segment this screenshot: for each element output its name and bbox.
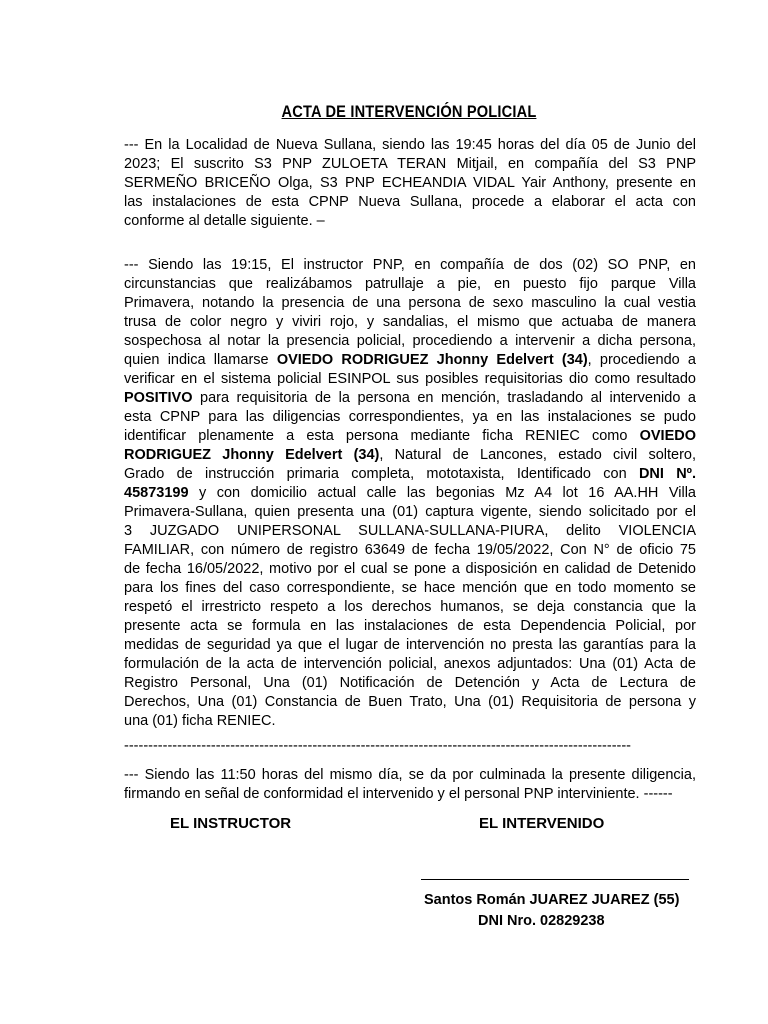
text-segment: respetó el irrestricto respeto a los derechos humanos, se deja constancia que la [124,599,696,615]
text-segment: y con domicilio actual calle las begonias Mz A4 lot 16 AA.HH Villa [188,485,696,501]
paragraph-line: conforme al detalle siguiente. – [124,213,325,229]
text-segment: FAMILIAR, con número de registro 63649 de fecha 19/05/2022, Con N° de oficio 75 [124,542,696,558]
text-segment: esta CPNP para las diligencias correspondientes, ya en las instalaciones se pudo [124,409,696,425]
bold-text: RODRIGUEZ Jhonny Edelvert (34) [124,447,380,463]
paragraph-line [124,370,696,389]
bold-text: OVIEDO [639,428,696,444]
paragraph-line [124,446,696,465]
bold-text: OVIEDO RODRIGUEZ Jhonny Edelvert (34) [276,352,588,368]
text-segment: , Natural de Lancones, estado civil soltero, [379,447,696,463]
text-segment: presente acta se formula en las instalaciones de esta Dependencia Policial, por [124,618,696,634]
paragraph-line [124,313,696,332]
paragraph-line [124,503,696,522]
intervenido-label: EL INTERVENIDO [479,815,605,832]
bold-text: POSITIVO [124,390,193,406]
text-segment: medidas de seguridad ya que el lugar de intervención no presta las garantías para la [124,637,696,653]
paragraph-line: --- En la Localidad de Nueva Sullana, siendo las 19:45 horas del día 05 de Junio del [124,137,696,153]
paragraph-line: 2023; El suscrito S3 PNP ZULOETA TERAN Mitjail, en compañía del S3 PNP [124,156,696,172]
text-segment: Primavera-Sullana, quien presenta una (01) captura vigente, siendo solicitado por el [124,504,696,520]
paragraph-line [124,465,696,484]
paragraph-line [124,256,696,275]
text-segment: Derechos, Una (01) Constancia de Buen Trato, Una (01) Requisitoria de persona y [124,694,696,710]
paragraph-line: firmando en señal de conformidad el intervenido y el personal PNP interviniente. ------ [124,786,673,802]
text-segment: Primavera, notando la presencia de una persona de sexo masculino la cual vestia [124,295,696,311]
paragraph-line [124,712,696,731]
paragraph-body [124,256,696,731]
paragraph-line [124,522,696,541]
paragraph-opening [124,136,696,231]
paragraph-line [124,275,696,294]
text-segment: Grado de instrucción primaria completa, mototaxista, Identificado con [124,466,639,482]
text-segment: formulación de la acta de intervención policial, anexos adjuntados: Una (01) Acta de [124,656,696,672]
signer-name: Santos Román JUAREZ JUAREZ (55) [424,892,680,908]
text-segment: para los fines del caso correspondiente, se hace mención que en todo momento se [124,580,696,596]
paragraph-line [124,598,696,617]
paragraph-line [124,294,696,313]
paragraph-line [124,636,696,655]
paragraph-line [124,693,696,712]
paragraph-line [124,332,696,351]
paragraph-line [124,617,696,636]
paragraph-line [124,655,696,674]
paragraph-line: --- Siendo las 11:50 horas del mismo día, se da por culminada la presente diligencia, [124,767,696,783]
text-segment: circunstancias que realizábamos patrullaje a pie, en puesto fijo parque Villa [124,276,696,292]
text-segment: sospechosa al notar la presencia policial, procediendo a intervenir a dicha persona, [124,333,696,349]
paragraph-closing [124,766,696,804]
text-segment: --- Siendo las 19:15, El instructor PNP, en compañía de dos (02) SO PNP, en [124,257,696,273]
separator-line: --------------------------------------------------------------------------------------------------------- [124,738,632,754]
paragraph-line [124,351,696,370]
paragraph-line [124,560,696,579]
text-segment: para requisitoria de la persona en mención, trasladando al intervenido a [192,390,696,406]
paragraph-line [124,389,696,408]
bold-text: DNI Nº. [638,466,697,482]
text-segment: una (01) ficha RENIEC. [124,713,276,729]
paragraph-line [124,579,696,598]
document-title: ACTA DE INTERVENCIÓN POLICIAL [281,102,537,121]
paragraph-line [124,541,696,560]
paragraph-line [124,484,696,503]
paragraph-line [124,427,696,446]
paragraph-line [124,408,696,427]
text-segment: de fecha 16/05/2022, motivo por el cual se pone a disposición en calidad de Detenido [124,561,696,577]
text-segment: 3 JUZGADO UNIPERSONAL SULLANA-SULLANA-PIURA, delito VIOLENCIA [124,523,696,539]
text-segment: Registro Personal, Una (01) Notificación de Detención y Acta de Lectura de [124,675,696,691]
text-segment: , procediendo a [587,352,696,368]
instructor-label: EL INSTRUCTOR [170,815,292,832]
paragraph-line [124,674,696,693]
paragraph-line: las instalaciones de esta CPNP Nueva Sullana, procede a elaborar el acta con [124,194,696,210]
paragraph-line: SERMEÑO BRICEÑO Olga, S3 PNP ECHEANDIA VIDAL Yair Anthony, presente en [124,175,696,191]
text-segment: trusa de color negro y viviri rojo, y sandalias, el mismo que actuaba de manera [124,314,696,330]
text-segment: quien indica llamarse [124,352,277,368]
bold-text: 45873199 [124,485,189,501]
text-segment: identificar plenamente a esta persona mediante ficha RENIEC como [124,428,640,444]
signer-dni: DNI Nro. 02829238 [478,913,605,929]
text-segment: verificar en el sistema policial ESINPOL sus posibles requisitorias dio como resultado [124,371,696,387]
signature-line [421,879,689,880]
